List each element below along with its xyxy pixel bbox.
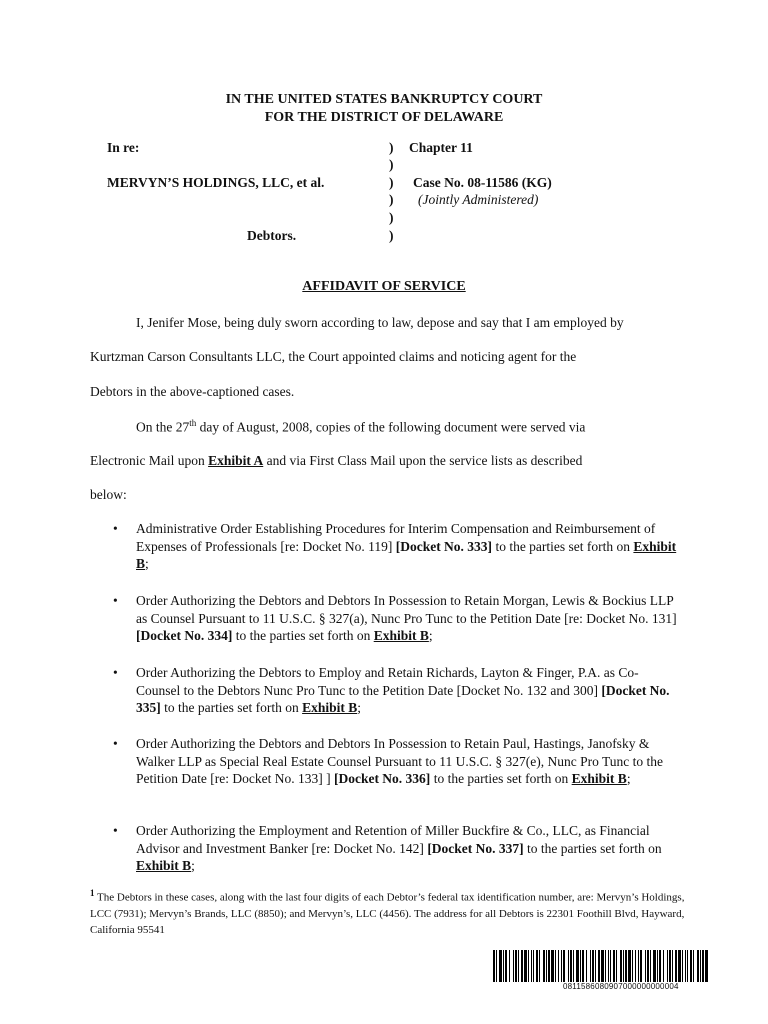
item-text: to the parties set forth on <box>492 538 634 554</box>
item-text: ; <box>626 771 631 786</box>
bullet-marker: • <box>113 665 118 680</box>
email-text: Electronic Mail upon <box>90 453 209 468</box>
item-text: Order Authorizing the Debtors and Debtors In Possession to Retain Paul, Hastings, Janofsky & Walker LLP as Special Real Estate Counsel Pursuant to 11 U.S.C. § 327(e), Nunc Pro Tunc to the Petition Date [re: Docket No. 133] ] <box>136 736 663 786</box>
caption-paren: ) <box>389 228 394 243</box>
caption-paren: ) <box>389 210 394 225</box>
footnote-marker: 1 <box>90 888 95 898</box>
barcode-number: 0811586080907000000000004 <box>563 982 679 991</box>
service-text: day of August, 2008, copies of the following document were served via <box>196 419 586 435</box>
footnote-text: The Debtors in these cases, along with the last four digits of each Debtor’s federal tax identification number, are: Mervyn’s Holdings, LCC (7931); Mervyn’s Brands, LLC (8850); and Mervyn’s, LLC (4456). The address for all Debtors is 22301 Foothill Blvd, Hayward, California 95541 <box>90 891 685 936</box>
item-text: to the parties set forth on <box>160 700 303 715</box>
bullet-marker: • <box>113 593 118 608</box>
docket-ref: [Docket No. 336] <box>333 771 431 786</box>
exhibit-b-ref: Exhibit B <box>136 858 192 873</box>
paragraph-2-line-3: below: <box>90 487 127 502</box>
item-text: to the parties set forth on <box>523 840 662 856</box>
item-text: Order Authorizing the Employment and Retention of Miller Buckfire & Co., LLC, as Financial Advisor and Investment Banker [re: Docket No. 142] <box>136 823 650 856</box>
docket-ref: [Docket No. 333] <box>395 538 493 554</box>
court-line-2: FOR THE DISTRICT OF DELAWARE <box>264 110 504 125</box>
caption-paren: ) <box>389 175 394 190</box>
paragraph-1-line-1: I, Jenifer Mose, being duly sworn according to law, depose and say that I am employed by <box>136 315 624 330</box>
jointly-administered: (Jointly Administered) <box>418 192 539 207</box>
exhibit-b-ref: Exhibit B <box>373 628 429 643</box>
item-text: ; <box>357 700 362 715</box>
date-text: On the 27 <box>136 419 190 435</box>
court-heading <box>0 91 768 127</box>
mail-text: and via First Class Mail upon the service lists as described <box>263 453 583 468</box>
item-text: Order Authorizing the Debtors to Employ and Retain Richards, Layton & Finger, P.A. as Co-Counsel to the Debtors Nunc Pro Tunc to the Petition Date [Docket No. 132 and 300] <box>136 665 639 698</box>
paragraph-1-line-3: Debtors in the above-captioned cases. <box>90 384 295 399</box>
item-text: to the parties set forth on <box>232 628 374 643</box>
docket-ref: [Docket No. 334] <box>136 628 233 643</box>
debtors-label: Debtors. <box>247 228 297 243</box>
case-number: Case No. 08-11586 (KG) <box>413 175 552 190</box>
docket-ref: [Docket No. 335] <box>136 682 670 715</box>
item-text: ; <box>191 858 195 873</box>
exhibit-b-ref: Exhibit B <box>571 771 627 786</box>
item-text: Order Authorizing the Debtors and Debtors In Possession to Retain Morgan, Lewis & Bockius LLP as Counsel Pursuant to 11 U.S.C. § 327(a), Nunc Pro Tunc to the Petition Date [re: Docket No. 131] <box>136 593 677 626</box>
footnote <box>90 885 690 938</box>
exhibit-a-ref: Exhibit A <box>208 453 264 468</box>
item-text: Administrative Order Establishing Procedures for Interim Compensation and Reimbursement of Expenses of Professionals [re: Docket No. 119] <box>136 521 656 554</box>
caption-paren: ) <box>389 140 394 155</box>
paragraph-1-line-2: Kurtzman Carson Consultants LLC, the Court appointed claims and noticing agent for the <box>90 349 577 364</box>
docket-ref: [Docket No. 337] <box>427 840 524 856</box>
item-text: ; <box>145 556 149 571</box>
document-title: AFFIDAVIT OF SERVICE <box>302 279 466 294</box>
bullet-marker: • <box>113 521 118 536</box>
bullet-marker: • <box>113 736 118 751</box>
paragraph-2-line-2 <box>90 453 582 469</box>
paragraph-2-line-1 <box>136 418 585 436</box>
caption-paren: ) <box>389 157 394 172</box>
bullet-marker: • <box>113 823 118 838</box>
item-text: ; <box>428 628 433 643</box>
court-line-1: IN THE UNITED STATES BANKRUPTCY COURT <box>225 92 543 107</box>
ordinal-suffix: th <box>189 418 197 428</box>
item-text: to the parties set forth on <box>430 771 572 786</box>
exhibit-b-ref: Exhibit B <box>302 700 358 715</box>
debtor-name: MERVYN’S HOLDINGS, LLC, et al. <box>107 175 325 190</box>
exhibit-b-ref: Exhibit B <box>136 538 677 571</box>
barcode-image <box>493 950 708 982</box>
caption-paren: ) <box>389 192 394 207</box>
chapter-label: Chapter 11 <box>409 140 473 155</box>
in-re-label: In re: <box>107 140 140 155</box>
